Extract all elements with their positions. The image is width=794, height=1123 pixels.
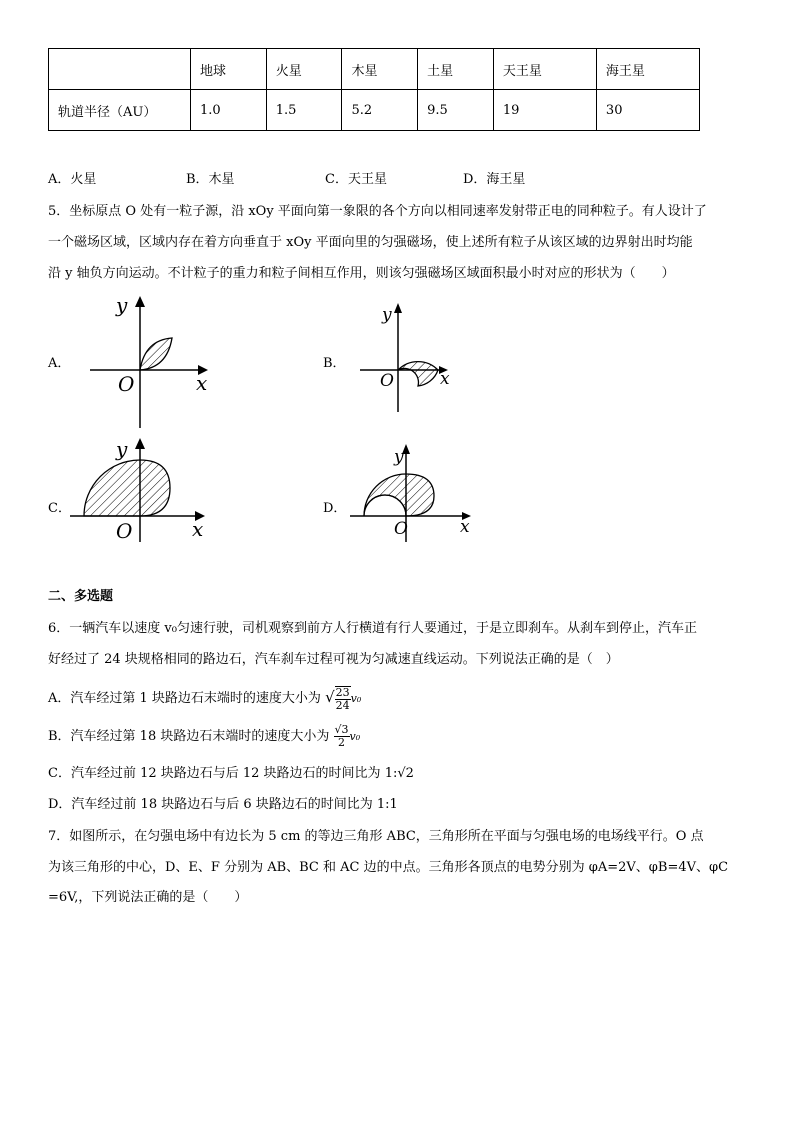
figure-d-half-moon: [350, 440, 480, 545]
v0-symbol: v₀: [349, 730, 361, 743]
fraction-denominator: 2: [338, 736, 346, 749]
q6-line-1: 6．一辆汽车以速度 v₀匀速行驶，司机观察到前方人行横道有行人要通过，于是立即刹车。从刹车到停止，汽车正: [48, 621, 697, 636]
q5-option-a-label: A．: [48, 356, 71, 371]
axis-label-origin: O: [118, 372, 135, 396]
table-cell: 19: [493, 90, 596, 131]
q6-line-2: 好经过了 24 块规格相同的路边石，汽车刹车过程可视为匀减速直线运动。下列说法正确的是（ ）: [48, 652, 619, 667]
fraction-numerator: √3: [334, 723, 349, 736]
q7-line-3: =6V,，下列说法正确的是（ ）: [48, 890, 248, 905]
q5-option-c-label: C．: [48, 501, 71, 516]
table-cell: 5.2: [342, 90, 418, 131]
table-header-row: [49, 49, 700, 90]
q4-option-d: D．海王星: [463, 172, 526, 187]
q6-option-c: C．汽车经过前 12 块路边石与后 12 块路边石的时间比为 1:√2: [48, 766, 414, 781]
q6-option-b-text: B．汽车经过第 18 块路边石末端时的速度大小为: [48, 729, 330, 744]
q4-option-c: C．天王星: [325, 172, 387, 187]
axis-label-x: x: [192, 517, 204, 541]
q4-option-a: A．火星: [48, 172, 97, 187]
figure-a-leaf: [90, 290, 220, 430]
table-cell: 1.5: [266, 90, 342, 131]
axis-label-origin: O: [394, 519, 408, 539]
planet-orbit-table: [48, 48, 700, 131]
q5-option-d-label: D．: [323, 501, 347, 516]
q6-option-d: D．汽车经过前 18 块路边石与后 6 块路边石的时间比为 1:1: [48, 797, 398, 812]
v0-symbol: v₀: [350, 692, 362, 705]
table-cell: 30: [596, 90, 699, 131]
axis-label-y: y: [394, 447, 404, 467]
axis-label-y: y: [116, 293, 128, 317]
figure-c-droplet: [70, 434, 220, 544]
axis-label-y: y: [382, 305, 392, 325]
q7-line-1: 7．如图所示，在匀强电场中有边长为 5 cm 的等边三角形 ABC，三角形所在平面与匀强电场的电场线平行。O 点: [48, 829, 704, 844]
table-header-cell: 火星: [266, 49, 342, 90]
q5-line-3: 沿 y 轴负方向运动。不计粒子的重力和粒子间相互作用，则该匀强磁场区域面积最小时对应的形状为（ ）: [48, 266, 675, 281]
table-cell: 9.5: [418, 90, 494, 131]
table-row-label: 轨道半径（AU）: [49, 90, 191, 131]
figure-b-crescent: [360, 300, 470, 415]
sqrt-icon: √: [325, 688, 335, 706]
axis-label-y: y: [116, 437, 128, 461]
fraction-numerator: 23: [335, 685, 350, 699]
q6-option-a-text: A．汽车经过第 1 块路边石末端时的速度大小为: [48, 691, 321, 706]
table-row: [49, 90, 700, 131]
q5-line-1: 5．坐标原点 O 处有一粒子源，沿 xOy 平面向第一象限的各个方向以相同速率发射带正电的同种粒子。有人设计了: [48, 204, 707, 219]
table-header-cell: 地球: [191, 49, 267, 90]
axis-label-x: x: [196, 371, 208, 395]
fraction-denominator: 24: [335, 698, 350, 712]
fraction: [335, 686, 351, 712]
table-header-cell: 海王星: [596, 49, 699, 90]
table-header-cell: 木星: [342, 49, 418, 90]
q6-option-b: [48, 722, 360, 752]
q5-line-2: 一个磁场区域，区域内存在着方向垂直于 xOy 平面向里的匀强磁场，使上述所有粒子从该区域的边界射出时均能: [48, 235, 693, 250]
axis-label-origin: O: [380, 371, 394, 391]
table-header-cell: 天王星: [493, 49, 596, 90]
axis-label-x: x: [440, 369, 450, 389]
q4-option-b: B．木星: [186, 172, 235, 187]
q5-option-b-label: B．: [323, 356, 346, 371]
q6-option-a: [48, 682, 361, 712]
axis-label-x: x: [460, 517, 470, 537]
q7-line-2: 为该三角形的中心，D、E、F 分别为 AB、BC 和 AC 边的中点。三角形各顶点的电势分别为 φA=2V、φB=4V、φC: [48, 860, 729, 875]
table-header-cell: 土星: [418, 49, 494, 90]
fraction: [334, 724, 350, 749]
section-title: 二、多选题: [48, 589, 114, 604]
table-cell: 1.0: [191, 90, 267, 131]
axis-label-origin: O: [116, 519, 133, 543]
table-header-cell: [49, 49, 191, 90]
